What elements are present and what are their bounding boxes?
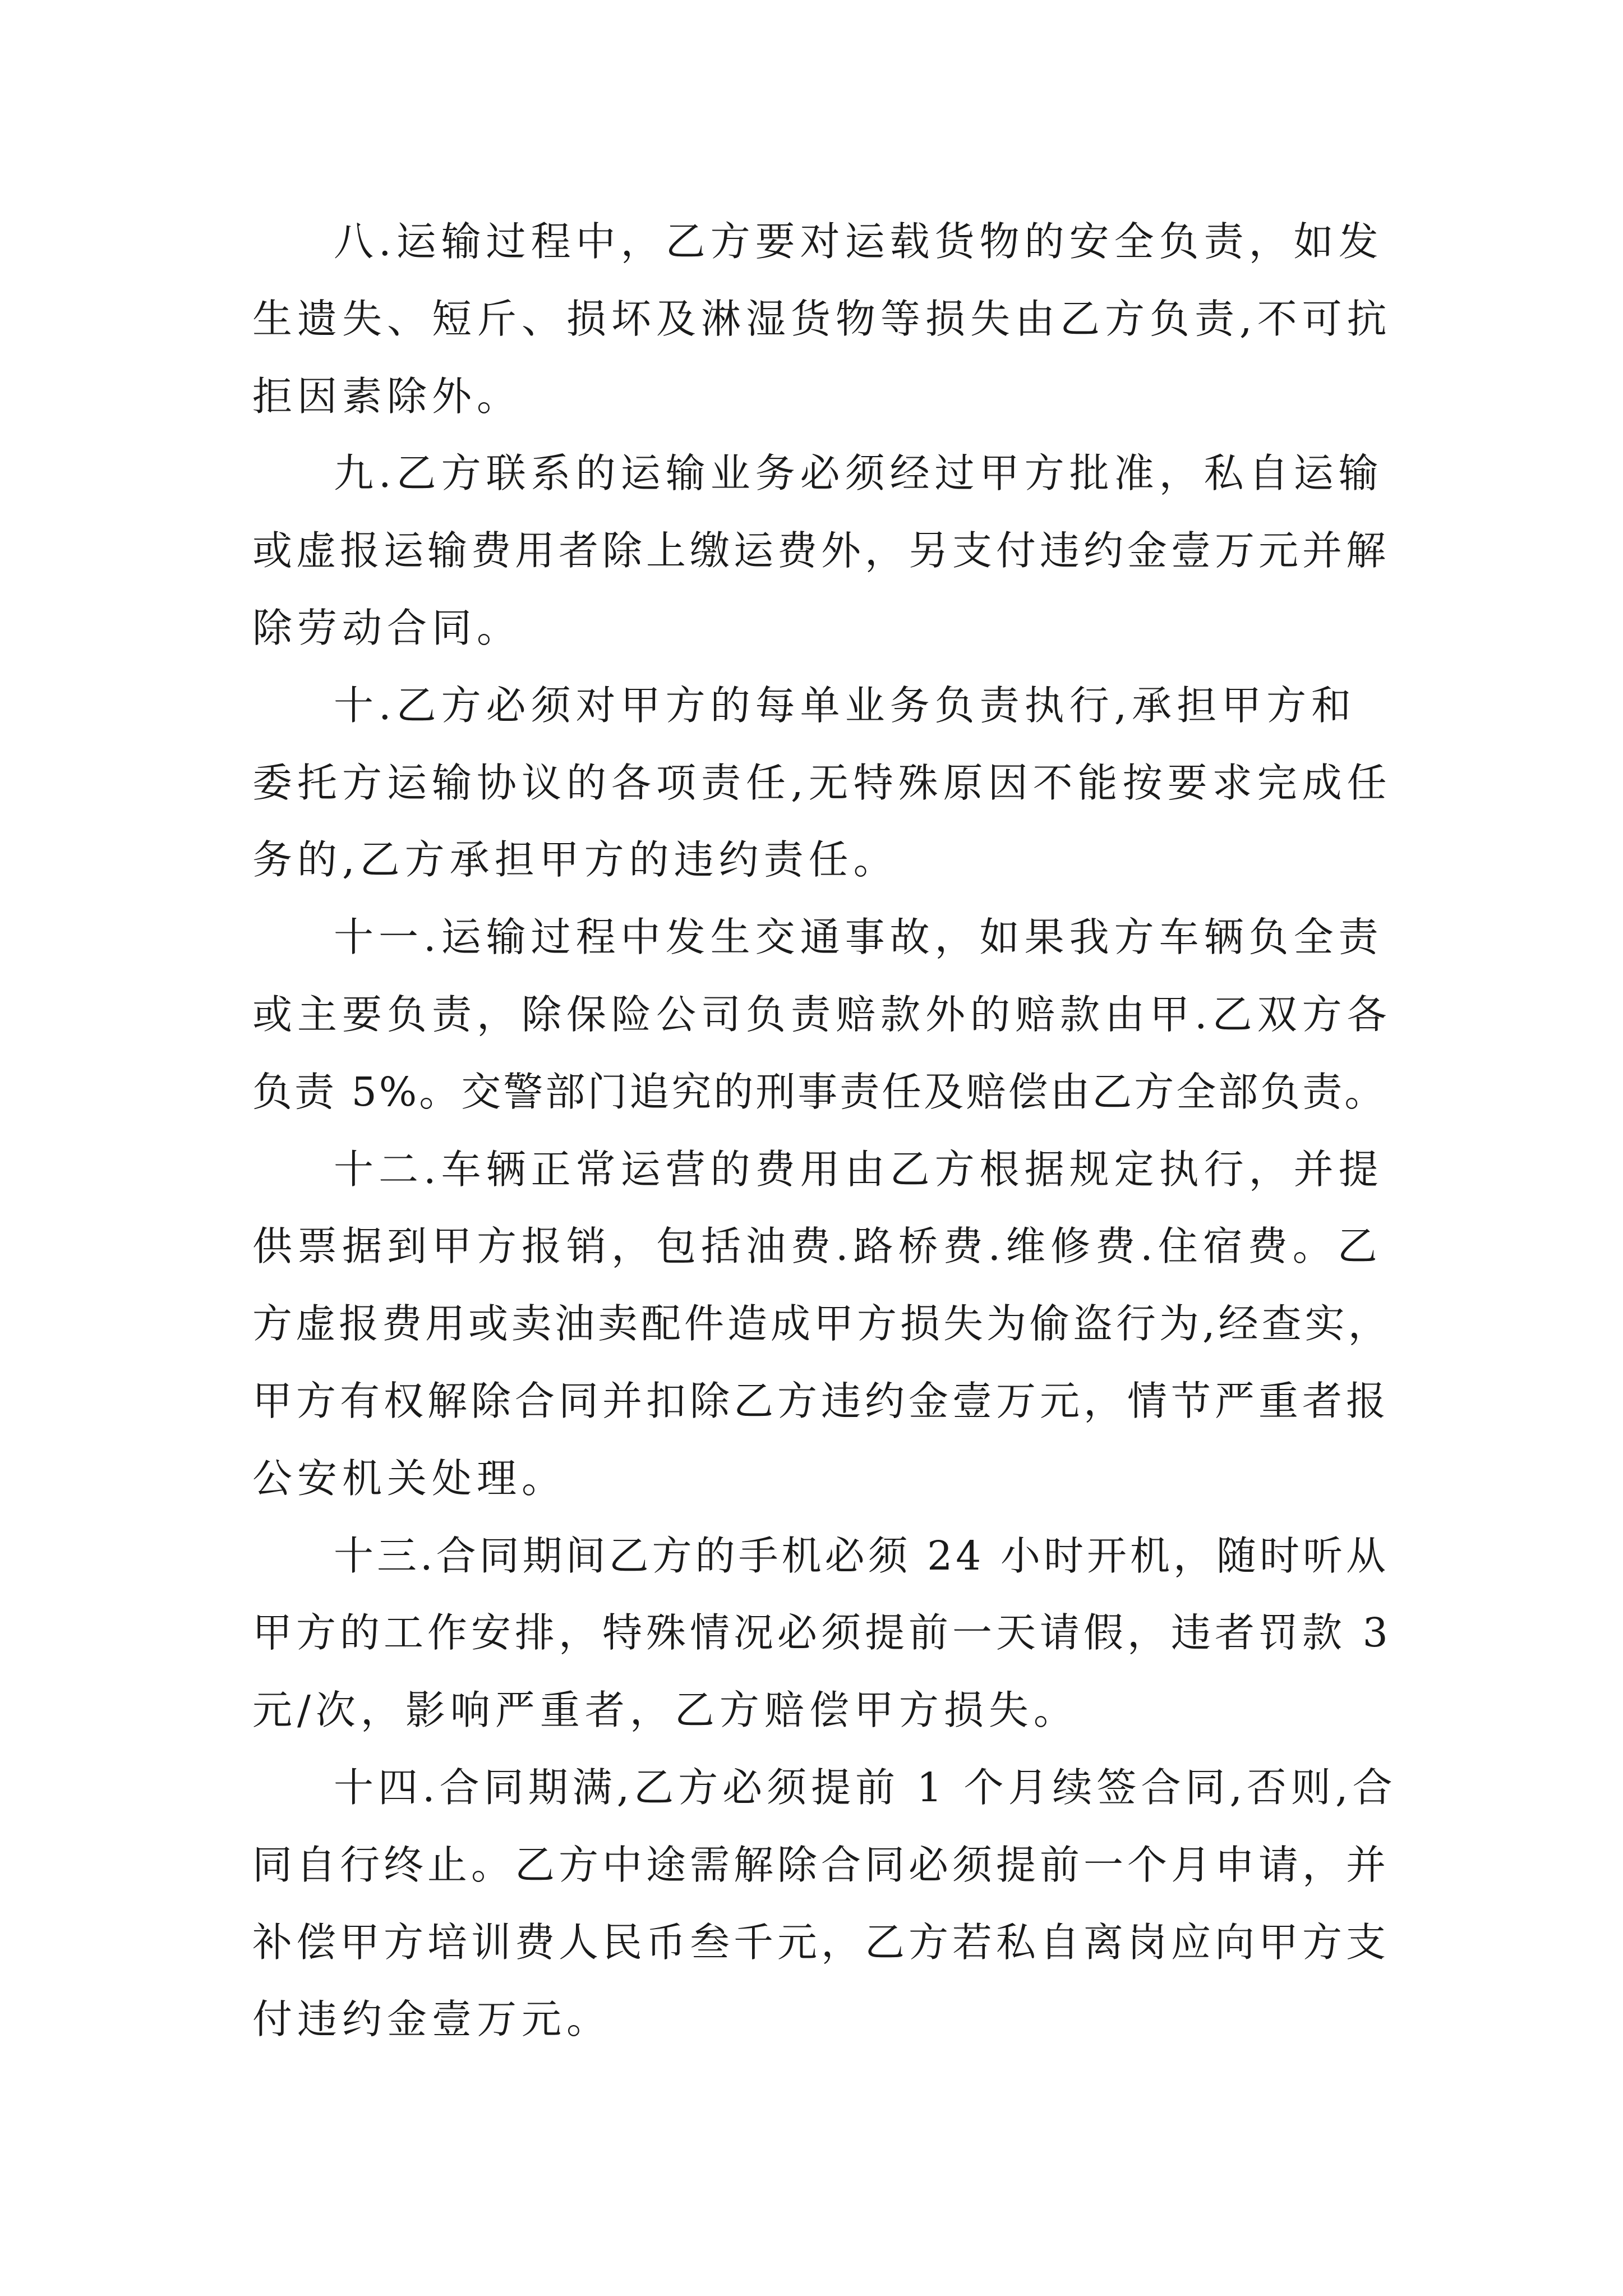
clause-14-line-1: 十四.合同期满,乙方必须提前 1 个月续签合同,否则,合 — [334, 1764, 1397, 1811]
clause-8-line-3: 拒因素除外。 — [252, 373, 522, 420]
clause-13-line-2: 甲方的工作安排，特殊情况必须提前一天请假，违者罚款 3 — [252, 1609, 1392, 1656]
clause-12-line-3: 方虚报费用或卖油卖配件造成甲方损失为偷盗行为,经查实， — [252, 1300, 1391, 1347]
clause-11-line-1: 十一.运输过程中发生交通事故，如果我方车辆负全责 — [334, 914, 1384, 960]
clause-10-line-3: 务的,乙方承担甲方的违约责任。 — [252, 836, 898, 883]
clause-14-line-2: 同自行终止。乙方中途需解除合同必须提前一个月申请，并 — [252, 1842, 1390, 1888]
clause-13-line-3: 元/次，影响严重者，乙方赔偿甲方损失。 — [252, 1687, 1078, 1733]
clause-13-line-1: 十三.合同期间乙方的手机必须 24 小时开机，随时听从 — [334, 1533, 1390, 1579]
clause-12-line-4: 甲方有权解除合同并扣除乙方违约金壹万元，情节严重者报 — [252, 1378, 1390, 1424]
clause-12-line-5: 公安机关处理。 — [252, 1455, 567, 1502]
clause-10-line-1: 十.乙方必须对甲方的每单业务负责执行,承担甲方和 — [334, 682, 1357, 729]
clause-8-line-2: 生遗失、短斤、损坏及淋湿货物等损失由乙方负责,不可抗 — [252, 296, 1392, 342]
clause-9-line-1: 九.乙方联系的运输业务必须经过甲方批准，私自运输 — [334, 450, 1384, 496]
clause-12-line-1: 十二.车辆正常运营的费用由乙方根据规定执行，并提 — [334, 1146, 1384, 1193]
clause-14-line-3: 补偿甲方培训费人民币叁千元，乙方若私自离岗应向甲方支 — [252, 1919, 1390, 1966]
clause-8-line-1: 八.运输过程中，乙方要对运载货物的安全负责，如发 — [334, 218, 1384, 265]
clause-12-line-2: 供票据到甲方报销，包括油费.路桥费.维修费.住宿费。乙 — [252, 1223, 1382, 1269]
clause-11-line-3: 负责 5%。交警部门追究的刑事责任及赔偿由乙方全部负责。 — [252, 1069, 1387, 1115]
clause-11-line-2: 或主要负责，除保险公司负责赔款外的赔款由甲.乙双方各 — [252, 991, 1392, 1038]
clause-9-line-3: 除劳动合同。 — [252, 605, 522, 651]
clause-10-line-2: 委托方运输协议的各项责任,无特殊原因不能按要求完成任 — [252, 760, 1392, 806]
clause-9-line-2: 或虚报运输费用者除上缴运费外，另支付违约金壹万元并解 — [252, 527, 1390, 574]
clause-14-line-4: 付违约金壹万元。 — [252, 1996, 612, 2042]
